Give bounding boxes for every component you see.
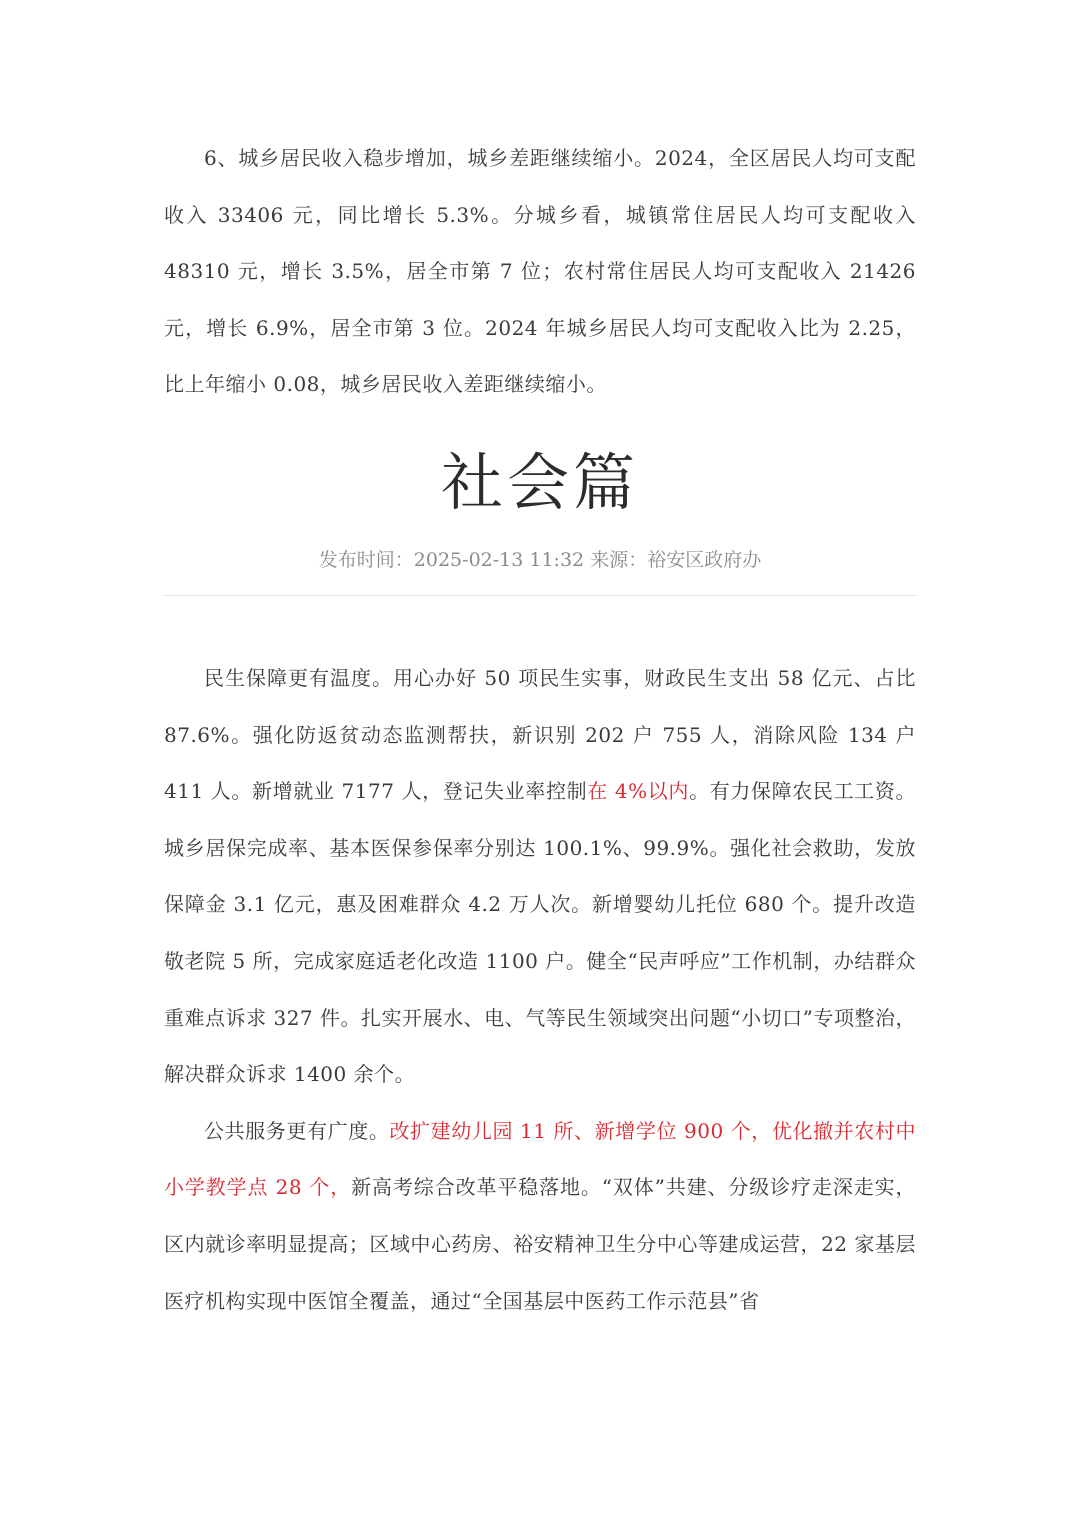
paragraph-livelihood-text-2: 。有力保障农民工工资。城乡居保完成率、基本医保参保率分别达 100.1%、99.9%。强化社会救助，发放保障金 3.1 亿元，惠及困难群众 4.2 万人次。新增婴幼儿托位 680 个。提升改造敬老院 5 所，完成家庭适老化改造 1100 户。健全“民声呼应”工作机制，办结群众重难点诉求 327 件。扎实开展水、电、气等民生领域突出问题“小切口”专项整治，解决群众诉求 1400 余个。: [164, 779, 917, 1087]
paragraph-public-service: [164, 1103, 916, 1329]
article-body: [164, 650, 916, 1329]
intro-paragraph: 6、城乡居民收入稳步增加，城乡差距继续缩小。2024，全区居民人均可支配收入 33406 元，同比增长 5.3%。分城乡看，城镇常住居民人均可支配收入 48310 元，增长 3.5%，居全市第 7 位；农村常住居民人均可支配收入 21426 元，增长 6.9%，居全市第 3 位。2024 年城乡居民人均可支配收入比为 2.25，比上年缩小 0.08，城乡居民收入差距继续缩小。: [164, 146, 916, 397]
article-meta: [164, 545, 916, 575]
published-value: 2025-02-13 11:32: [413, 548, 585, 571]
paragraph-livelihood-highlight: 在 4%以内: [587, 779, 690, 804]
source-value: 裕安区政府办: [647, 548, 762, 571]
source-label: 来源：: [590, 548, 648, 571]
document-page: [164, 130, 916, 1329]
paragraph-public-service-highlight: 改扩建幼儿园 11 所、新增学位 900 个，优化撤并农村中小学教学点 28 个，: [164, 1118, 916, 1200]
article-title: 社会篇: [440, 445, 639, 519]
paragraph-public-service-text-1: 公共服务更有广度。: [204, 1118, 390, 1143]
meta-divider: [164, 595, 916, 596]
published-label: 发布时间：: [318, 548, 414, 571]
paragraph-livelihood-text-1: 民生保障更有温度。用心办好 50 项民生实事，财政民生支出 58 亿元、占比 87.6%。强化防返贫动态监测帮扶，新识别 202 户 755 人，消除风险 134 户 411 人。新增就业 7177 人，登记失业率控制: [164, 665, 916, 804]
paragraph-public-service-text-2: 新高考综合改革平稳落地。“双体”共建、分级诊疗走深走实，区内就诊率明显提高；区域中心药房、裕安精神卫生分中心等建成运营，22 家基层医疗机构实现中医馆全覆盖，通过“全国基层中医药工作示范县”省: [164, 1175, 916, 1313]
paragraph-livelihood: [164, 650, 916, 1103]
